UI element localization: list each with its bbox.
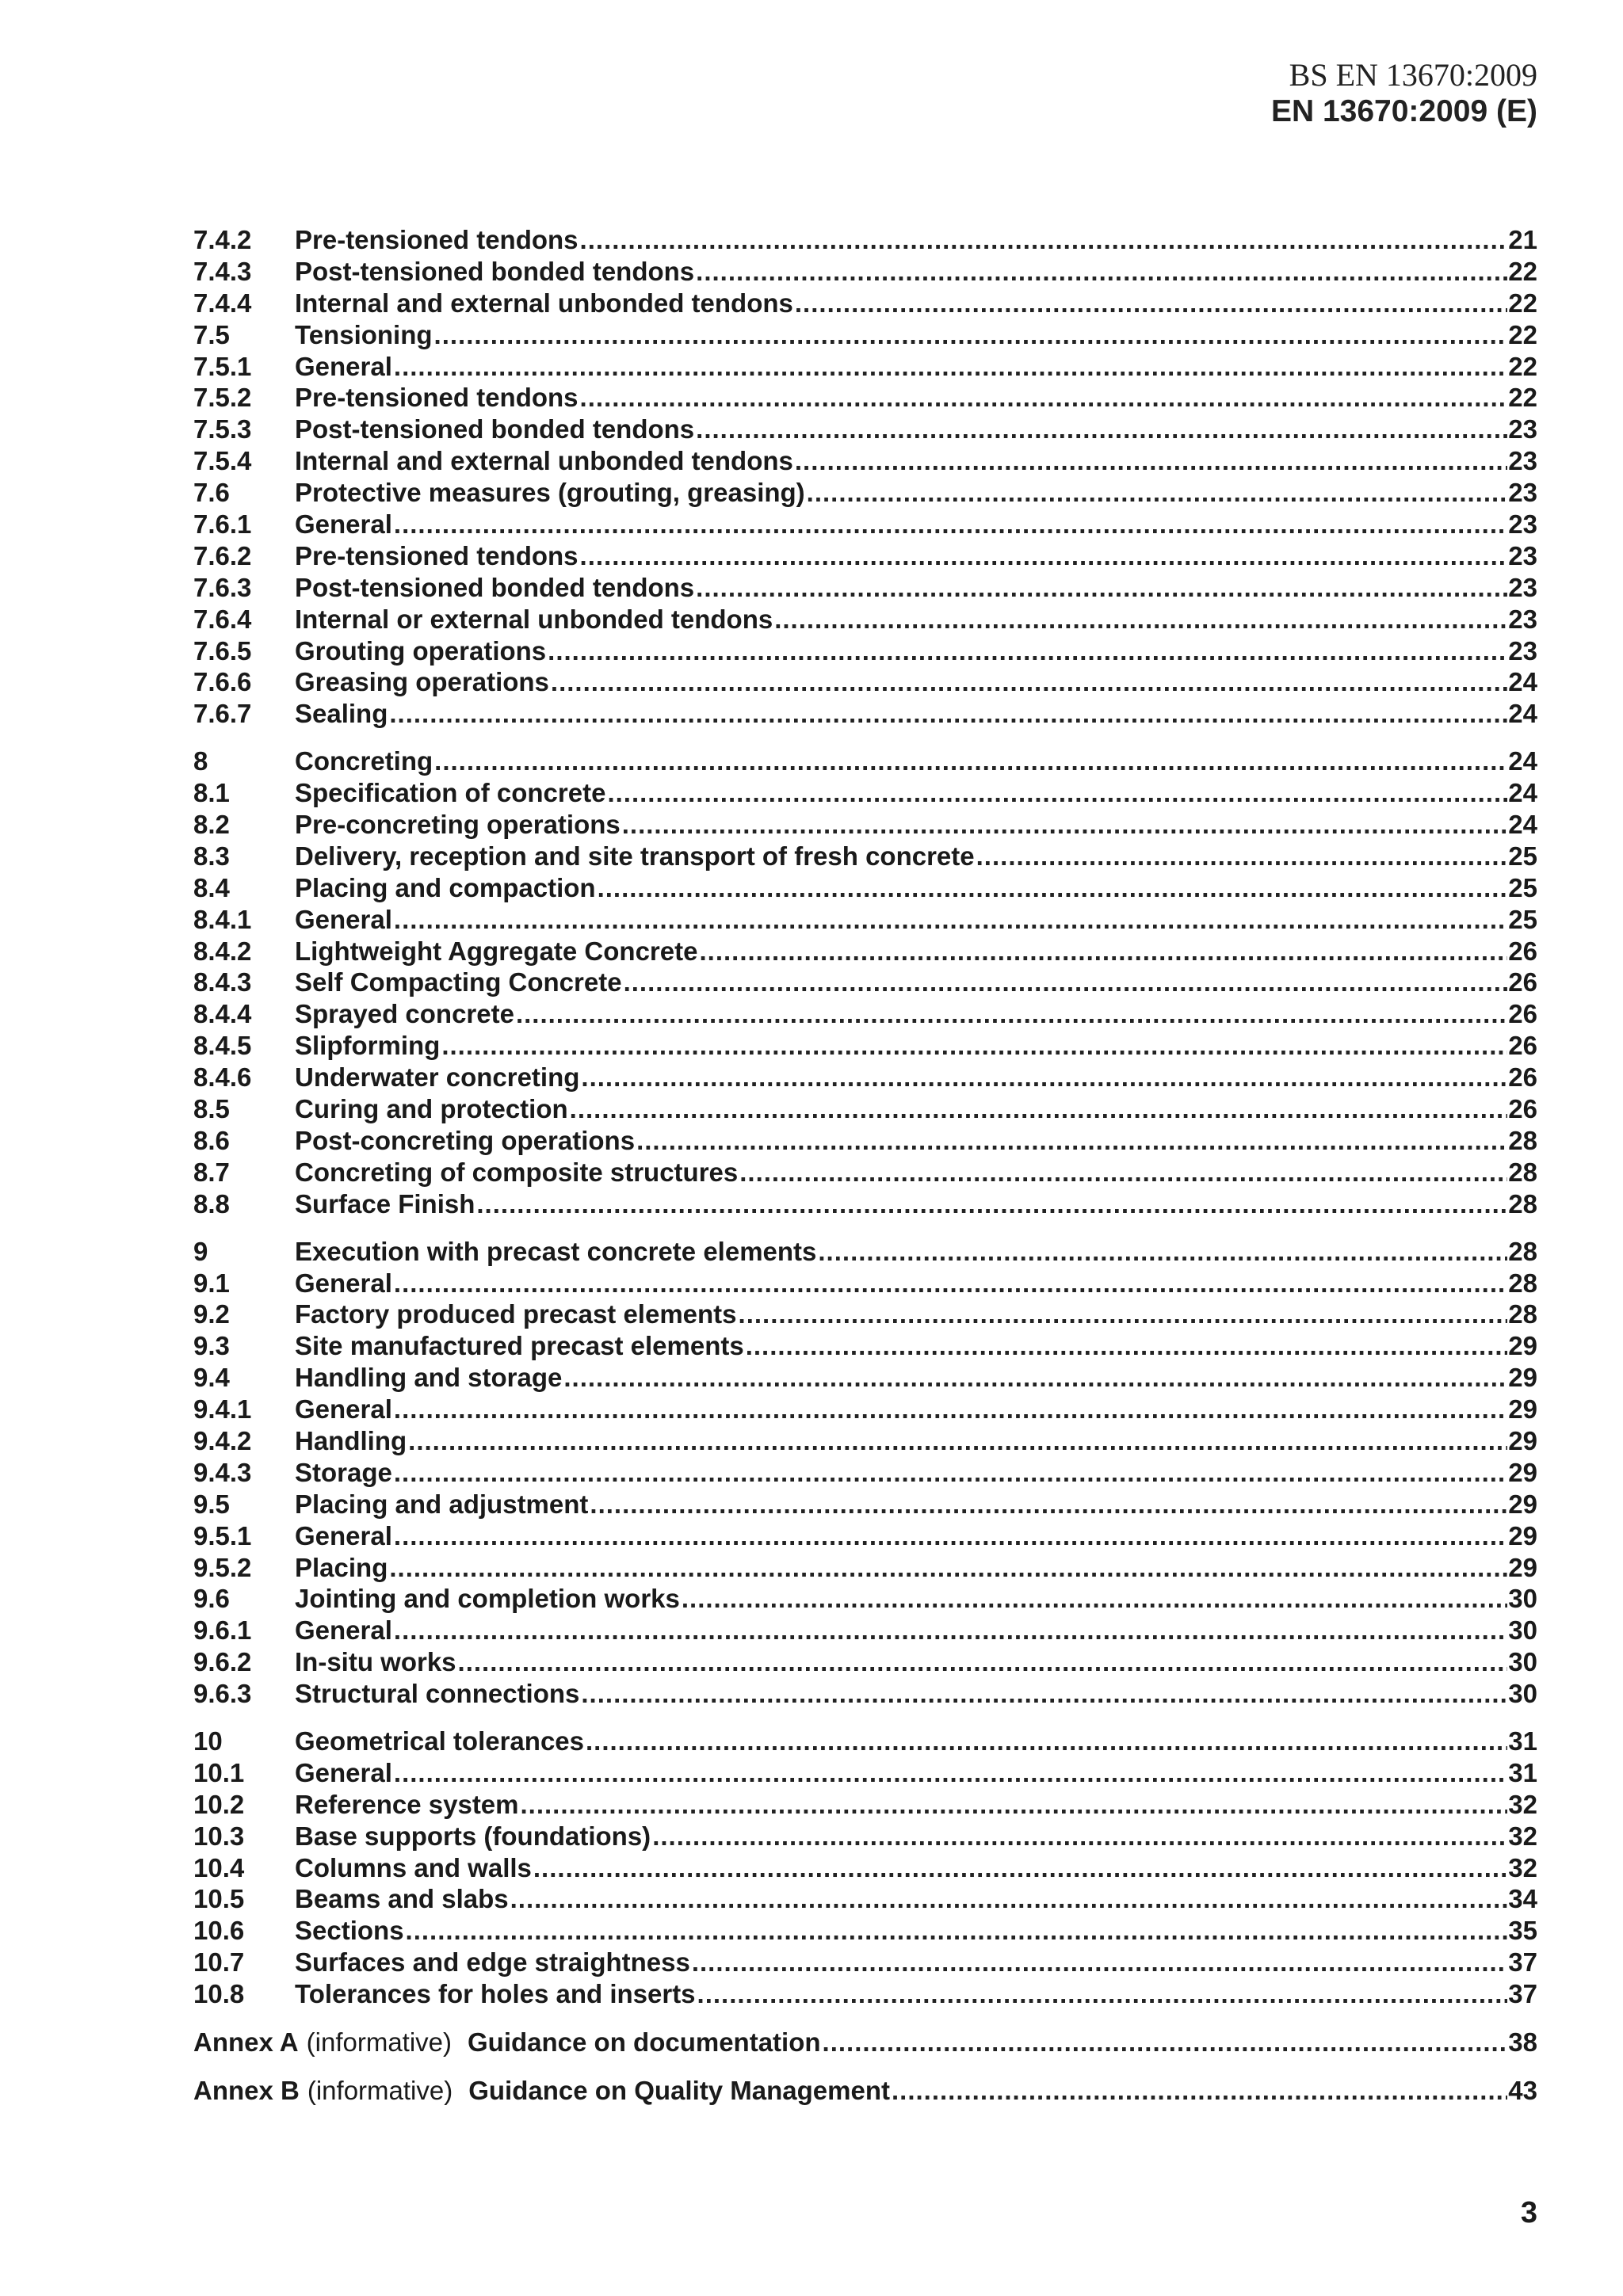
toc-entry-page: 23: [1508, 540, 1537, 570]
toc-entry-number: 7.5: [193, 319, 230, 349]
toc-entry-number: 7.6.3: [193, 572, 252, 602]
dot-leader: [476, 1188, 1507, 1220]
toc-annex-entry[interactable]: [193, 2075, 1537, 2107]
toc-entry-number: 9.2: [193, 1299, 230, 1329]
dot-leader: [976, 841, 1507, 872]
toc-entry-page: 26: [1508, 967, 1537, 997]
dot-leader: [389, 1552, 1507, 1584]
dot-leader: [581, 1678, 1507, 1710]
toc-entry-number: 7.5.1: [193, 351, 252, 381]
toc-entry-page: 22: [1508, 351, 1537, 381]
toc-entry-title: Sections: [295, 1916, 404, 1946]
toc-entry-title: Jointing and completion works: [295, 1584, 680, 1614]
toc-entry-page: 37: [1508, 1979, 1537, 2009]
dot-leader: [521, 1789, 1508, 1821]
dot-leader: [533, 1852, 1507, 1884]
toc-entry[interactable]: [193, 1125, 1537, 1157]
dot-leader: [818, 1236, 1507, 1268]
dot-leader: [590, 1489, 1507, 1520]
toc-entry-number: 9.6.1: [193, 1615, 252, 1646]
toc-entry[interactable]: [193, 841, 1537, 872]
toc-entry[interactable]: [193, 809, 1537, 841]
dot-leader: [739, 1157, 1507, 1188]
toc-entry[interactable]: [193, 477, 1537, 509]
toc-entry-page: 26: [1508, 999, 1537, 1029]
toc-entry[interactable]: [193, 1299, 1537, 1330]
toc-entry-number: 9.5: [193, 1489, 230, 1519]
dot-leader: [697, 1978, 1507, 2010]
toc-entry[interactable]: [193, 1678, 1537, 1710]
toc-entry-number: 8.3: [193, 841, 230, 871]
toc-entry-title: Reference system: [295, 1789, 519, 1819]
toc-entry[interactable]: [193, 1726, 1537, 1757]
toc-entry[interactable]: [193, 1852, 1537, 1884]
toc-entry-number: 10.5: [193, 1884, 245, 1914]
toc-entry-title: Pre-tensioned tendons: [295, 540, 579, 570]
toc-entry[interactable]: [193, 1947, 1537, 1978]
toc-entry-title: Placing and compaction: [295, 872, 596, 902]
toc-entry[interactable]: [193, 1915, 1537, 1947]
toc-entry-page: 23: [1508, 572, 1537, 602]
toc-entry-title: Internal and external unbonded tendons: [295, 288, 793, 318]
toc-entry-page: 25: [1508, 904, 1537, 934]
toc-entry-number: 8.6: [193, 1125, 230, 1155]
annex-label: Annex A: [193, 2027, 299, 2057]
toc-entry-page: 30: [1508, 1647, 1537, 1677]
toc-entry[interactable]: [193, 746, 1537, 777]
dot-leader: [692, 1947, 1507, 1978]
toc-entry-title: Pre-tensioned tendons: [295, 383, 579, 413]
toc-entry-page: 26: [1508, 1031, 1537, 1061]
toc-entry-title: Post-tensioned bonded tendons: [295, 256, 695, 286]
toc-entry[interactable]: [193, 382, 1537, 414]
toc-entry-number: 10.3: [193, 1821, 245, 1851]
annex-page: 43: [1508, 2075, 1537, 2105]
toc-entry[interactable]: [193, 698, 1537, 730]
toc-entry-number: 8.8: [193, 1188, 230, 1219]
dot-leader: [408, 1425, 1507, 1457]
toc-entry-title: Post-tensioned bonded tendons: [295, 414, 695, 444]
toc-entry[interactable]: [193, 1520, 1537, 1552]
toc-entry-title: General: [295, 904, 392, 934]
toc-entry-number: 10.2: [193, 1789, 245, 1819]
toc-entry[interactable]: [193, 319, 1537, 351]
toc-entry-title: General: [295, 1268, 392, 1298]
toc-entry-page: 35: [1508, 1916, 1537, 1946]
toc-entry-page: 28: [1508, 1299, 1537, 1329]
dot-leader: [551, 666, 1507, 698]
toc-entry-number: 8.1: [193, 778, 230, 808]
toc-entry-number: 8.4.1: [193, 904, 252, 934]
toc-entry-number: 7.6.6: [193, 667, 252, 697]
toc-entry-number: 9.6.3: [193, 1679, 252, 1709]
toc-entry-page: 30: [1508, 1679, 1537, 1709]
toc-entry-number: 8.2: [193, 810, 230, 840]
dot-leader: [696, 256, 1507, 288]
dot-leader: [652, 1821, 1507, 1852]
dot-leader: [823, 2027, 1507, 2058]
toc-entry-number: 10.1: [193, 1757, 245, 1787]
toc-entry-number: 7.6: [193, 478, 230, 508]
toc-entry[interactable]: [193, 1062, 1537, 1093]
toc-entry[interactable]: [193, 414, 1537, 445]
toc-entry-title: Handling and storage: [295, 1363, 563, 1393]
standard-reference-en: EN 13670:2009 (E): [1270, 94, 1537, 128]
dot-leader: [548, 635, 1507, 667]
toc-entry[interactable]: [193, 1236, 1537, 1268]
toc-entry-title: Columns and walls: [295, 1852, 532, 1882]
toc-entry-number: 10.4: [193, 1852, 245, 1882]
toc-entry-number: 9.4.3: [193, 1457, 252, 1487]
toc-entry[interactable]: [193, 666, 1537, 698]
toc-entry-title: Slipforming: [295, 1031, 441, 1061]
toc-entry-page: 29: [1508, 1552, 1537, 1582]
toc-entry-number: 7.5.4: [193, 446, 252, 476]
toc-entry-number: 10: [193, 1726, 223, 1756]
toc-entry[interactable]: [193, 1030, 1537, 1062]
toc-entry[interactable]: [193, 1093, 1537, 1125]
toc-entry-title: Specification of concrete: [295, 778, 606, 808]
toc-entry[interactable]: [193, 351, 1537, 383]
toc-entry-page: 31: [1508, 1726, 1537, 1756]
toc-entry[interactable]: [193, 1157, 1537, 1188]
toc-entry-title: Protective measures (grouting, greasing): [295, 478, 805, 508]
toc-entry-title: Concreting of composite structures: [295, 1157, 739, 1187]
toc-entry-page: 30: [1508, 1584, 1537, 1614]
dot-leader: [394, 1757, 1507, 1789]
toc-entry[interactable]: [193, 1489, 1537, 1520]
dot-leader: [774, 604, 1507, 635]
toc-entry-page: 28: [1508, 1236, 1537, 1266]
toc-entry-title: Pre-concreting operations: [295, 810, 621, 840]
toc-entry-page: 32: [1508, 1821, 1537, 1851]
toc-entry-page: 23: [1508, 635, 1537, 666]
toc-entry[interactable]: [193, 1457, 1537, 1489]
dot-leader: [739, 1299, 1507, 1330]
dot-leader: [441, 1030, 1507, 1062]
dot-leader: [586, 1726, 1507, 1757]
toc-entry-page: 23: [1508, 604, 1537, 634]
toc-section-group: [193, 1236, 1537, 1710]
toc-entry-number: 7.6.7: [193, 699, 252, 729]
toc-entry-page: 23: [1508, 446, 1537, 476]
toc-entry-page: 26: [1508, 1094, 1537, 1124]
toc-section-group: [193, 1726, 1537, 2010]
toc-entry-title: Surfaces and edge straightness: [295, 1947, 690, 1978]
toc-entry[interactable]: [193, 1330, 1537, 1362]
toc-entry-title: Handling: [295, 1425, 407, 1455]
toc-entry-number: 7.6.4: [193, 604, 252, 634]
toc-entry-page: 24: [1508, 746, 1537, 776]
dot-leader: [696, 572, 1507, 604]
toc-entry-number: 7.5.2: [193, 383, 252, 413]
toc-entry[interactable]: [193, 967, 1537, 998]
toc-entry-title: General: [295, 1394, 392, 1425]
toc-entry-title: Site manufactured precast elements: [295, 1331, 744, 1361]
toc-entry-page: 30: [1508, 1615, 1537, 1646]
toc-entry-page: 25: [1508, 841, 1537, 871]
toc-entry[interactable]: [193, 540, 1537, 572]
annex-status-note: (informative): [307, 2075, 453, 2105]
dot-leader: [434, 319, 1507, 351]
dot-leader: [580, 382, 1507, 414]
dot-leader: [607, 777, 1507, 809]
toc-entry-page: 24: [1508, 699, 1537, 729]
toc-entry-page: 26: [1508, 936, 1537, 966]
toc-entry[interactable]: [193, 256, 1537, 288]
dot-leader: [795, 288, 1507, 319]
toc-entry-page: 32: [1508, 1852, 1537, 1882]
toc-entry-title: Pre-tensioned tendons: [295, 225, 579, 254]
dot-leader: [580, 224, 1507, 256]
toc-entry-title: Execution with precast concrete elements: [295, 1236, 817, 1266]
toc-entry-number: 7.4.2: [193, 225, 252, 254]
toc-entry-title: Tolerances for holes and inserts: [295, 1979, 696, 2009]
toc-entry-title: Tensioning: [295, 319, 433, 349]
toc-entry-page: 31: [1508, 1757, 1537, 1787]
dot-leader: [807, 477, 1507, 509]
dot-leader: [510, 1883, 1507, 1915]
dot-leader: [394, 509, 1507, 540]
toc-entry-number: 9.5.1: [193, 1520, 252, 1550]
toc-entry-number: 7.4.3: [193, 256, 252, 286]
dot-leader: [580, 540, 1507, 572]
toc-entry-title: Base supports (foundations): [295, 1821, 651, 1851]
dot-leader: [434, 746, 1507, 777]
toc-entry-page: 28: [1508, 1157, 1537, 1187]
toc-entry-title: Underwater concreting: [295, 1062, 580, 1093]
dot-leader: [394, 904, 1507, 936]
toc-entry-number: 8: [193, 746, 208, 776]
toc-entry-title: Self Compacting Concrete: [295, 967, 622, 997]
toc-entry-number: 7.4.4: [193, 288, 252, 318]
annex-status-note: (informative): [306, 2027, 453, 2057]
toc-entry-number: 9.6.2: [193, 1647, 252, 1677]
toc-entry[interactable]: [193, 777, 1537, 809]
toc-entry-number: 9.4.1: [193, 1394, 252, 1425]
toc-entry-page: 25: [1508, 872, 1537, 902]
toc-entry[interactable]: [193, 1821, 1537, 1852]
toc-entry[interactable]: [193, 904, 1537, 936]
toc-entry-title: Curing and protection: [295, 1094, 568, 1124]
toc-entry-title: Lightweight Aggregate Concrete: [295, 936, 698, 966]
toc-entry[interactable]: [193, 445, 1537, 477]
toc-entry-title: General: [295, 509, 392, 540]
dot-leader: [624, 967, 1507, 998]
page-number: 3: [1520, 2196, 1537, 2229]
toc-entry-page: 28: [1508, 1188, 1537, 1219]
toc-entry[interactable]: [193, 1883, 1537, 1915]
toc-entry-number: 8.4.3: [193, 967, 252, 997]
annex-page: 38: [1508, 2027, 1537, 2057]
toc-entry[interactable]: [193, 1188, 1537, 1220]
toc-entry-title: General: [295, 1757, 392, 1787]
toc-entry-number: 10.8: [193, 1979, 245, 2009]
toc-entry-number: 8.4.2: [193, 936, 252, 966]
toc-entry-title: Placing: [295, 1552, 388, 1582]
toc-entry-title: Internal and external unbonded tendons: [295, 446, 793, 476]
toc-annex-entry[interactable]: [193, 2027, 1537, 2058]
annex-title: Guidance on Quality Management: [468, 2075, 890, 2105]
toc-entry-page: 23: [1508, 478, 1537, 508]
toc-entry-page: 22: [1508, 288, 1537, 318]
toc-entry-number: 7.6.1: [193, 509, 252, 540]
dot-leader: [394, 1457, 1507, 1489]
dot-leader: [570, 1093, 1507, 1125]
toc-entry-title: Grouting operations: [295, 635, 547, 666]
toc-entry-number: 7.6.5: [193, 635, 252, 666]
toc-entry[interactable]: [193, 998, 1537, 1030]
dot-leader: [516, 998, 1507, 1030]
toc-entry[interactable]: [193, 288, 1537, 319]
toc-entry-title: Sealing: [295, 699, 388, 729]
annex-label: Annex B: [193, 2075, 300, 2105]
toc-entry[interactable]: [193, 1789, 1537, 1821]
toc-entry-page: 34: [1508, 1884, 1537, 1914]
toc-entry-number: 7.6.2: [193, 540, 252, 570]
toc-entry[interactable]: [193, 1615, 1537, 1646]
toc-entry-title: Sprayed concrete: [295, 999, 514, 1029]
toc-entry-title: Surface Finish: [295, 1188, 475, 1219]
toc-entry-number: 9.5.2: [193, 1552, 252, 1582]
toc-entry-title: Concreting: [295, 746, 433, 776]
dot-leader: [394, 1394, 1507, 1425]
toc-entry[interactable]: [193, 1362, 1537, 1394]
toc-entry-number: 8.4.5: [193, 1031, 252, 1061]
toc-entry-number: 9.4: [193, 1363, 230, 1393]
toc-entry-page: 28: [1508, 1125, 1537, 1155]
toc-entry-page: 32: [1508, 1789, 1537, 1819]
toc-entry-title: Storage: [295, 1457, 392, 1487]
standard-reference-bs: BS EN 13670:2009: [1289, 57, 1537, 93]
toc-entry[interactable]: [193, 1646, 1537, 1678]
toc-section-group: [193, 746, 1537, 1219]
toc-entry-number: 8.5: [193, 1094, 230, 1124]
dot-leader: [699, 936, 1507, 967]
toc-entry[interactable]: [193, 1978, 1537, 2010]
toc-entry-page: 22: [1508, 256, 1537, 286]
toc-entry-number: 9: [193, 1236, 208, 1266]
toc-entry[interactable]: [193, 1552, 1537, 1584]
toc-entry-number: 7.5.3: [193, 414, 252, 444]
toc-entry-page: 29: [1508, 1363, 1537, 1393]
dot-leader: [622, 809, 1507, 841]
toc-entry-number: 9.4.2: [193, 1425, 252, 1455]
toc-entry-title: General: [295, 351, 392, 381]
dot-leader: [563, 1362, 1507, 1394]
dot-leader: [394, 1615, 1507, 1646]
toc-entry-title: General: [295, 1615, 392, 1646]
toc-entry-number: 10.6: [193, 1916, 245, 1946]
toc-entry[interactable]: [193, 1268, 1537, 1299]
toc-entry-page: 24: [1508, 810, 1537, 840]
dot-leader: [795, 445, 1507, 477]
toc-entry-title: Factory produced precast elements: [295, 1299, 737, 1329]
toc-entry-page: 22: [1508, 383, 1537, 413]
toc-entry-page: 23: [1508, 414, 1537, 444]
toc-entry[interactable]: [193, 604, 1537, 635]
toc-entry-title: Delivery, reception and site transport of fresh concrete: [295, 841, 975, 871]
toc-entry-page: 37: [1508, 1947, 1537, 1978]
toc-entry-title: Post-concreting operations: [295, 1125, 636, 1155]
toc-entry-page: 29: [1508, 1394, 1537, 1425]
toc-entry-number: 9.6: [193, 1584, 230, 1614]
toc-entry-number: 9.1: [193, 1268, 230, 1298]
toc-entry-number: 8.4: [193, 872, 230, 902]
toc-entry-page: 29: [1508, 1520, 1537, 1550]
toc-entry[interactable]: [193, 509, 1537, 540]
dot-leader: [394, 1268, 1507, 1299]
toc-entry-title: Geometrical tolerances: [295, 1726, 584, 1756]
toc-entry-page: 24: [1508, 667, 1537, 697]
dot-leader: [458, 1646, 1507, 1678]
toc-entry[interactable]: [193, 572, 1537, 604]
page-header: [1271, 57, 1537, 130]
toc-entry[interactable]: [193, 635, 1537, 667]
dot-leader: [394, 351, 1507, 383]
toc-entry-title: In-situ works: [295, 1647, 456, 1677]
toc-entry[interactable]: [193, 1394, 1537, 1425]
toc-entry-page: 22: [1508, 319, 1537, 349]
annex-title: Guidance on documentation: [468, 2027, 821, 2057]
toc-section-group: [193, 224, 1537, 730]
toc-entry[interactable]: [193, 1425, 1537, 1457]
toc-entry-page: 28: [1508, 1268, 1537, 1298]
toc-entry-number: 8.7: [193, 1157, 230, 1187]
toc-entry-page: 23: [1508, 509, 1537, 540]
dot-leader: [581, 1062, 1507, 1093]
toc-entry-title: Placing and adjustment: [295, 1489, 589, 1519]
toc-entry-number: 8.4.6: [193, 1062, 252, 1093]
toc-entry-title: Internal or external unbonded tendons: [295, 604, 773, 634]
table-of-contents: [193, 224, 1537, 2107]
toc-entry-number: 10.7: [193, 1947, 245, 1978]
toc-entry[interactable]: [193, 1757, 1537, 1789]
toc-entry-page: 29: [1508, 1489, 1537, 1519]
toc-entry-page: 26: [1508, 1062, 1537, 1093]
toc-entry-title: Post-tensioned bonded tendons: [295, 572, 695, 602]
dot-leader: [598, 872, 1507, 904]
toc-entry[interactable]: [193, 1583, 1537, 1615]
toc-entry-title: Beams and slabs: [295, 1884, 509, 1914]
toc-entry-page: 24: [1508, 778, 1537, 808]
dot-leader: [394, 1520, 1507, 1552]
toc-entry-page: 29: [1508, 1457, 1537, 1487]
toc-entry-number: 9.3: [193, 1331, 230, 1361]
toc-entry-title: Greasing operations: [295, 667, 549, 697]
toc-entry[interactable]: [193, 872, 1537, 904]
dot-leader: [406, 1915, 1507, 1947]
dot-leader: [696, 414, 1507, 445]
toc-entry-page: 21: [1508, 225, 1537, 254]
toc-entry-number: 8.4.4: [193, 999, 252, 1029]
toc-entry-page: 29: [1508, 1331, 1537, 1361]
dot-leader: [746, 1330, 1507, 1362]
toc-entry-page: 29: [1508, 1425, 1537, 1455]
dot-leader: [636, 1125, 1507, 1157]
dot-leader: [682, 1583, 1507, 1615]
toc-entry[interactable]: [193, 936, 1537, 967]
toc-entry-title: General: [295, 1520, 392, 1550]
dot-leader: [892, 2075, 1507, 2107]
toc-entry[interactable]: [193, 224, 1537, 256]
toc-entry-title: Structural connections: [295, 1679, 580, 1709]
dot-leader: [389, 698, 1507, 730]
